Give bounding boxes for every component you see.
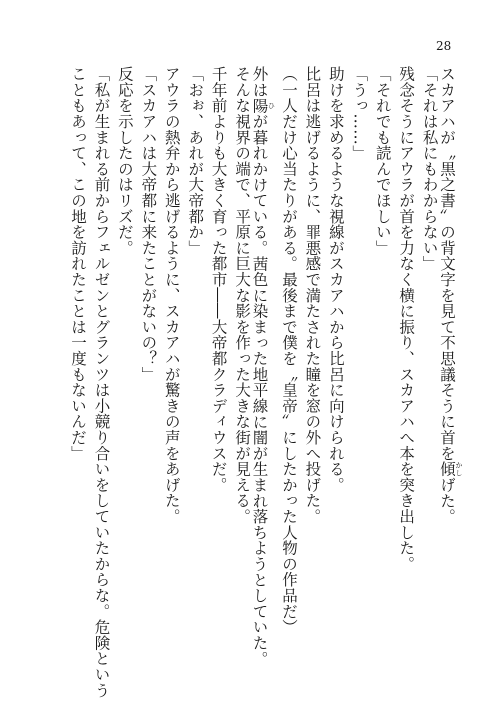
page-number: 28 — [436, 39, 452, 53]
text-line: スカアハが〝黒之書〟の背文字を見て不思議そうに首を傾 かしげた。 — [438, 66, 463, 525]
text-line: 「スカアハは大帝都に来たことがないの？」 — [139, 66, 158, 382]
text-line: 千年前よりも大きく育った都市――大帝都クラディウスだ。 — [209, 66, 228, 493]
text-line: 「うっ……」 — [350, 66, 369, 161]
text-line: 「おぉ、あれが大帝都か」 — [186, 66, 205, 256]
text-line: 助けを求めるような視線がスカアハから比呂に向けられる。 — [326, 66, 345, 493]
text-line: そんな視界の端で、平原に巨大な影を作った大きな街が見える。 — [233, 66, 252, 525]
text-line: 「それでも読んでほしい」 — [373, 66, 392, 256]
vertical-text-block — [68, 66, 463, 698]
text-line: 「それは私にもわからない」 — [420, 66, 439, 272]
text-line: 反応を示したのはリズだ。 — [115, 66, 134, 256]
text-line: 外は陽 ひが暮れかけている。茜色に染まった地平線に闇が生まれ落ちようとしていた。 — [250, 66, 276, 667]
ruby-annotation: 傾 かし — [438, 461, 463, 477]
text-line: 「私が生まれる前からフェルゼンとグランツは小競り合いをしていたからな。危険という — [92, 66, 111, 698]
text-line: アウラの熱弁から逃げるように、スカアハが驚きの声をあげた。 — [162, 66, 181, 525]
text-line: 残念そうにアウラが首を力なく横に振り、スカアハへ本を突き出した。 — [397, 66, 416, 572]
text-line: こともあって、この地を訪れたことは一度もないんだ」 — [69, 66, 87, 461]
ruby-annotation: 陽 ひ — [250, 97, 276, 114]
text-line: 比呂は逃げるように、罪悪感で満たされた瞳を窓の外へ投げた。 — [303, 66, 322, 525]
text-line: （一人だけ心当たりがある。最後まで僕を〝皇帝〟にしたかった人物の作品だ） — [279, 66, 298, 635]
